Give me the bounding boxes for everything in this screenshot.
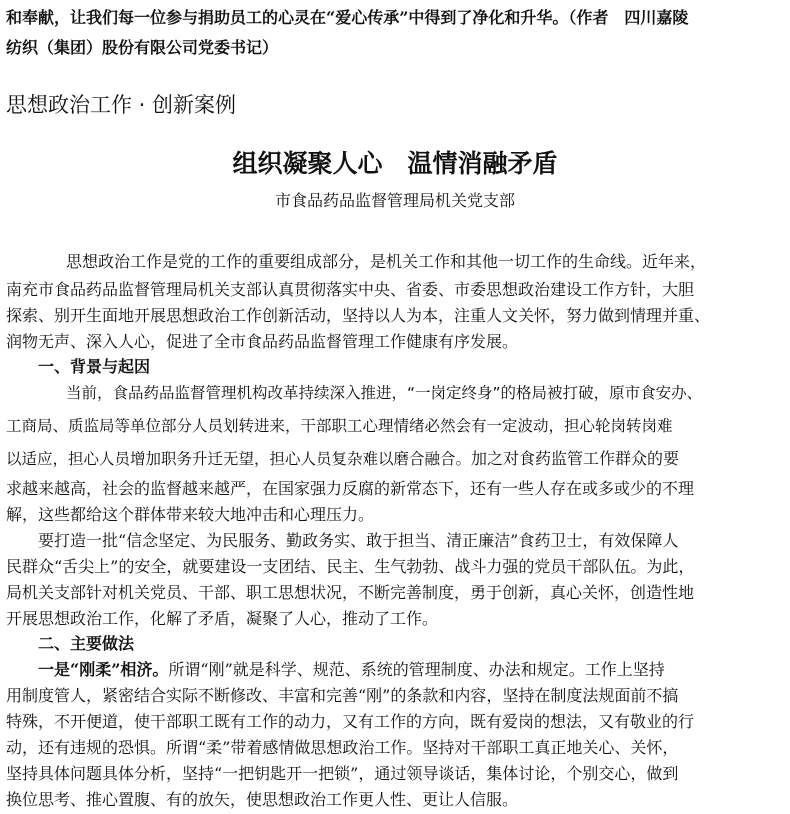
- paragraph-line: 动，还有违规的恐惧。所谓“柔”带着感情做思想政治工作。坚持对干部职工真正地关心、关怀，: [6, 738, 679, 757]
- section-heading-background: 一、背景与起因: [38, 357, 151, 376]
- paragraph-line: 解，这些都给这个群体带来较大地冲击和心理压力。: [6, 505, 375, 524]
- paragraph-normal-segment: 所谓“刚”就是科学、规范、系统的管理制度、办法和规定。工作上坚持: [168, 660, 665, 679]
- section-title: 思想政治工作 · 创新案例: [6, 93, 237, 117]
- paragraph-lead-segment: 一是“刚柔”相济。: [38, 660, 169, 679]
- article-byline: 市食品药品监督管理局机关党支部: [274, 191, 515, 210]
- paragraph-line: 民群众“舌尖上”的安全，就要建设一支团结、民主、生气勃勃、战斗力强的党员干部队伍。为此，: [6, 557, 695, 576]
- paragraph-line: 探索、别开生面地开展思想政治工作创新活动，坚持以人为本，注重人文关怀，努力做到情理并重、: [6, 306, 711, 325]
- paragraph-line: 要打造一批“信念坚定、为民服务、勤政务实、敢于担当、清正廉洁”食药卫士，有效保障人: [38, 531, 679, 550]
- paragraph-line: 思想政治工作是党的工作的重要组成部分，是机关工作和其他一切工作的生命线。近年来，: [66, 252, 707, 271]
- paragraph-line: 坚持具体问题具体分析，坚持“一把钥匙开一把锁”，通过领导谈话，集体讨论，个别交心，做到: [6, 764, 679, 783]
- intro-line-1: 和奉献，让我们每一位参与捐助员工的心灵在“爱心传承”中得到了净化和升华。（作者 四川嘉陵: [6, 8, 689, 27]
- paragraph-line: 润物无声、深入人心，促进了全市食品药品监督管理工作健康有序发展。: [6, 332, 519, 351]
- paragraph-line: 特殊，不开便道，使干部职工既有工作的动力，又有工作的方向，既有爱岗的想法，又有敬业的行: [6, 712, 695, 731]
- paragraph-line-bold: 当前，食品药品监督管理机构改革持续深入推进，“一岗定终身”的格局被打破，原市食安办、: [66, 384, 703, 402]
- paragraph-line: 局机关支部针对机关党员、干部、职工思想状况，不断完善制度，勇于创新，真心关怀，创造性地: [6, 583, 695, 602]
- paragraph-normal-segment: 加之对食药监管工作群众的要: [471, 449, 680, 468]
- section-heading-practices: 二、主要做法: [38, 634, 135, 653]
- paragraph-line: 开展思想政治工作，化解了矛盾，凝聚了人心，推动了工作。: [6, 609, 439, 628]
- paragraph-line: 换位思考、推心置腹、有的放矢，使思想政治工作更人性、更让人信服。: [6, 790, 519, 809]
- paragraph-bold-segment: 以适应，担心人员增加职务升迁无望，担心人员复杂难以磨合融合。: [6, 450, 472, 468]
- paragraph-line-mixed: [6, 449, 679, 469]
- paragraph-line: 求越来越高，社会的监督越来越严，在国家强力反腐的新常态下，还有一些人存在或多或少的不理: [6, 479, 695, 498]
- paragraph-line-mixed: [38, 660, 665, 680]
- paragraph-line: 南充市食品药品监督管理局机关支部认真贯彻落实中央、省委、市委思想政治建设工作方针，大胆: [6, 280, 695, 299]
- paragraph-line-bold: 工商局、质监局等单位部分人员划转进来，干部职工心理情绪必然会有一定波动，担心轮岗转岗难: [6, 417, 673, 435]
- intro-line-2: 纺织（集团）股份有限公司党委书记）: [6, 38, 279, 57]
- article-title: 组织凝聚人心 温情消融矛盾: [232, 149, 558, 178]
- paragraph-line: 用制度管人，紧密结合实际不断修改、丰富和完善“刚”的条款和内容，坚持在制度法规面前不搞: [6, 686, 679, 705]
